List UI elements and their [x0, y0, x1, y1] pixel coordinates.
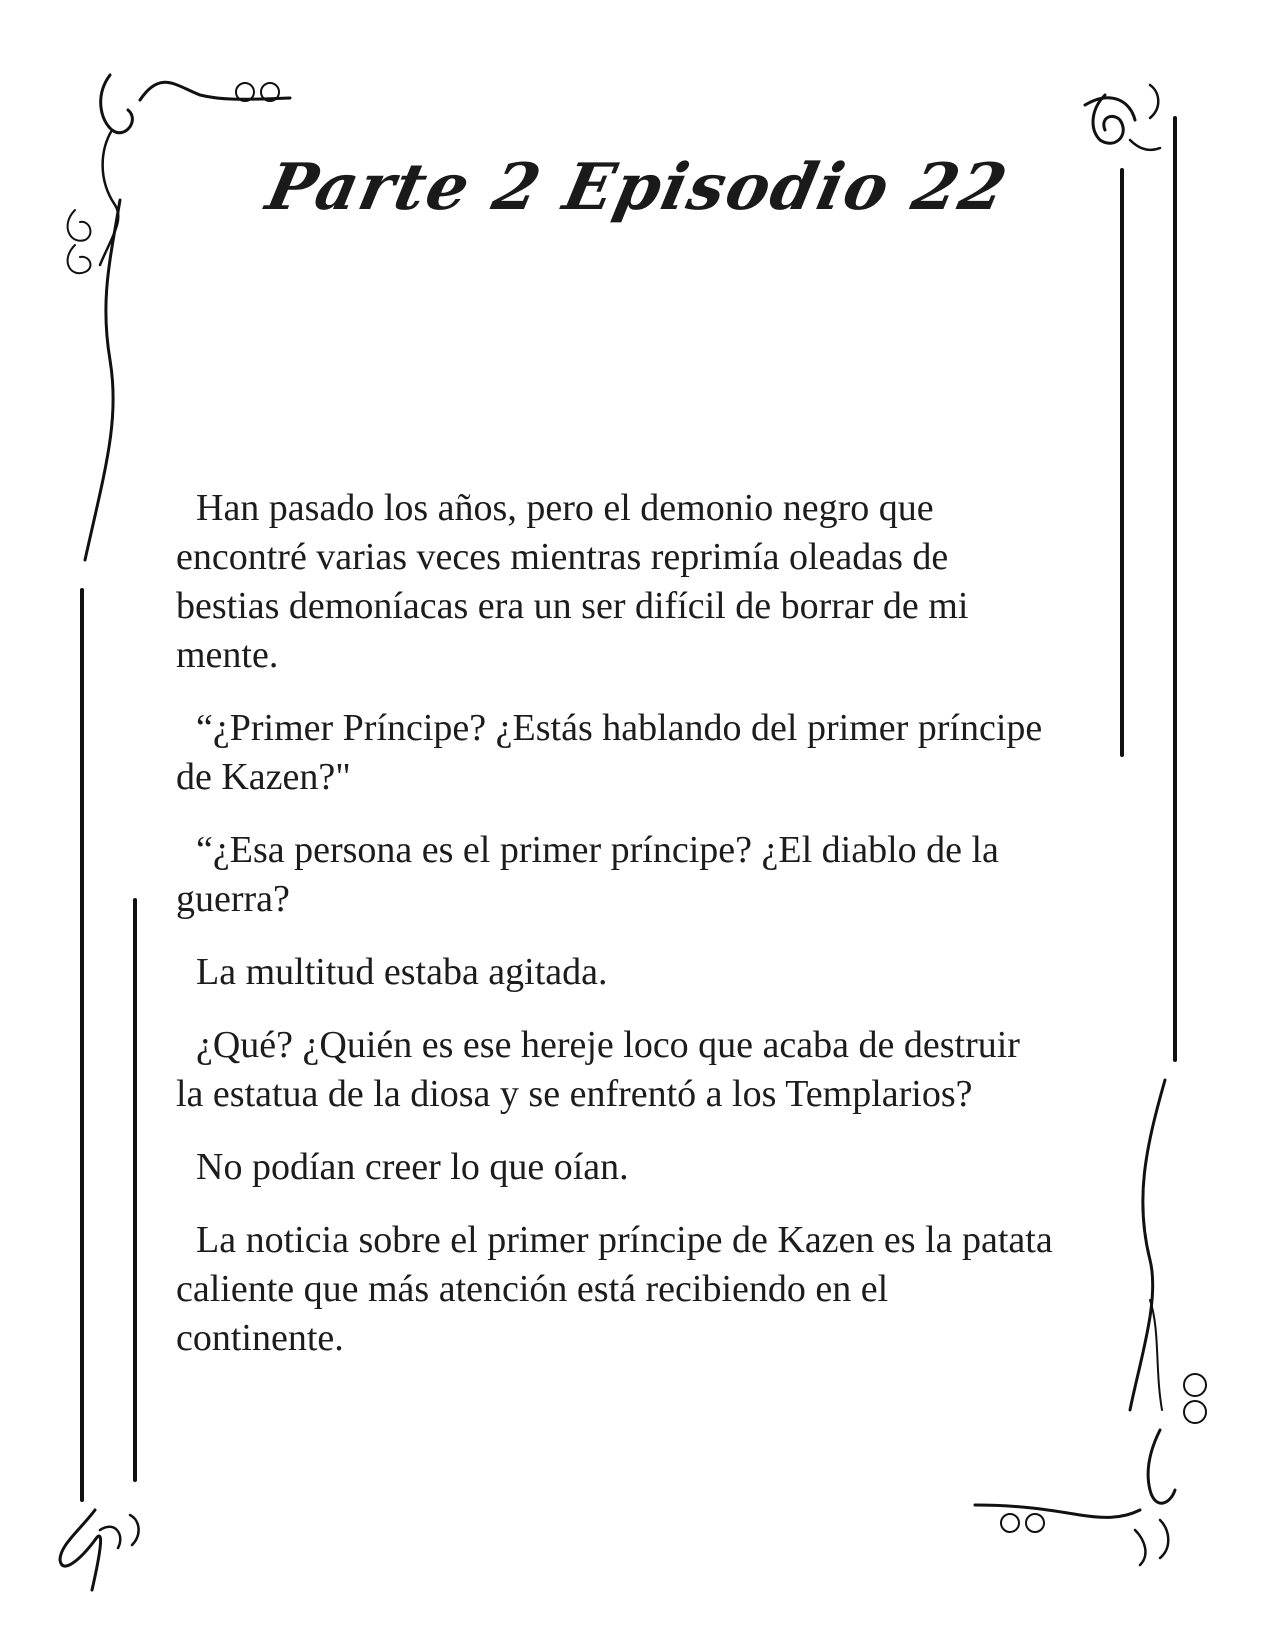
paragraph: La noticia sobre el primer príncipe de Kazen es la patata caliente que más atención está recibiendo en el continente.	[176, 1219, 1053, 1359]
bottom-left-flourish	[60, 1510, 139, 1590]
paragraph: “¿Primer Príncipe? ¿Estás hablando del primer príncipe de Kazen?"	[176, 707, 1043, 798]
paragraph: La multitud estaba agitada.	[196, 951, 608, 993]
page-title: Parte 2 Episodio 22	[260, 150, 1015, 225]
paragraph: Han pasado los años, pero el demonio negro que encontré varias veces mientras reprimía oleadas de bestias demoníacas era un ser difícil de borrar de mi mente.	[176, 487, 969, 676]
paragraph: “¿Esa persona es el primer príncipe? ¿El diablo de la guerra?	[176, 829, 999, 920]
paragraph: ¿Qué? ¿Quién es ese hereje loco que acaba de destruir la estatua de la diosa y se enfrentó a los Templarios?	[176, 1024, 1020, 1115]
body-text	[176, 484, 1056, 1387]
paragraph: No podían creer lo que oían.	[196, 1146, 629, 1188]
top-right-flourish	[1085, 85, 1160, 150]
